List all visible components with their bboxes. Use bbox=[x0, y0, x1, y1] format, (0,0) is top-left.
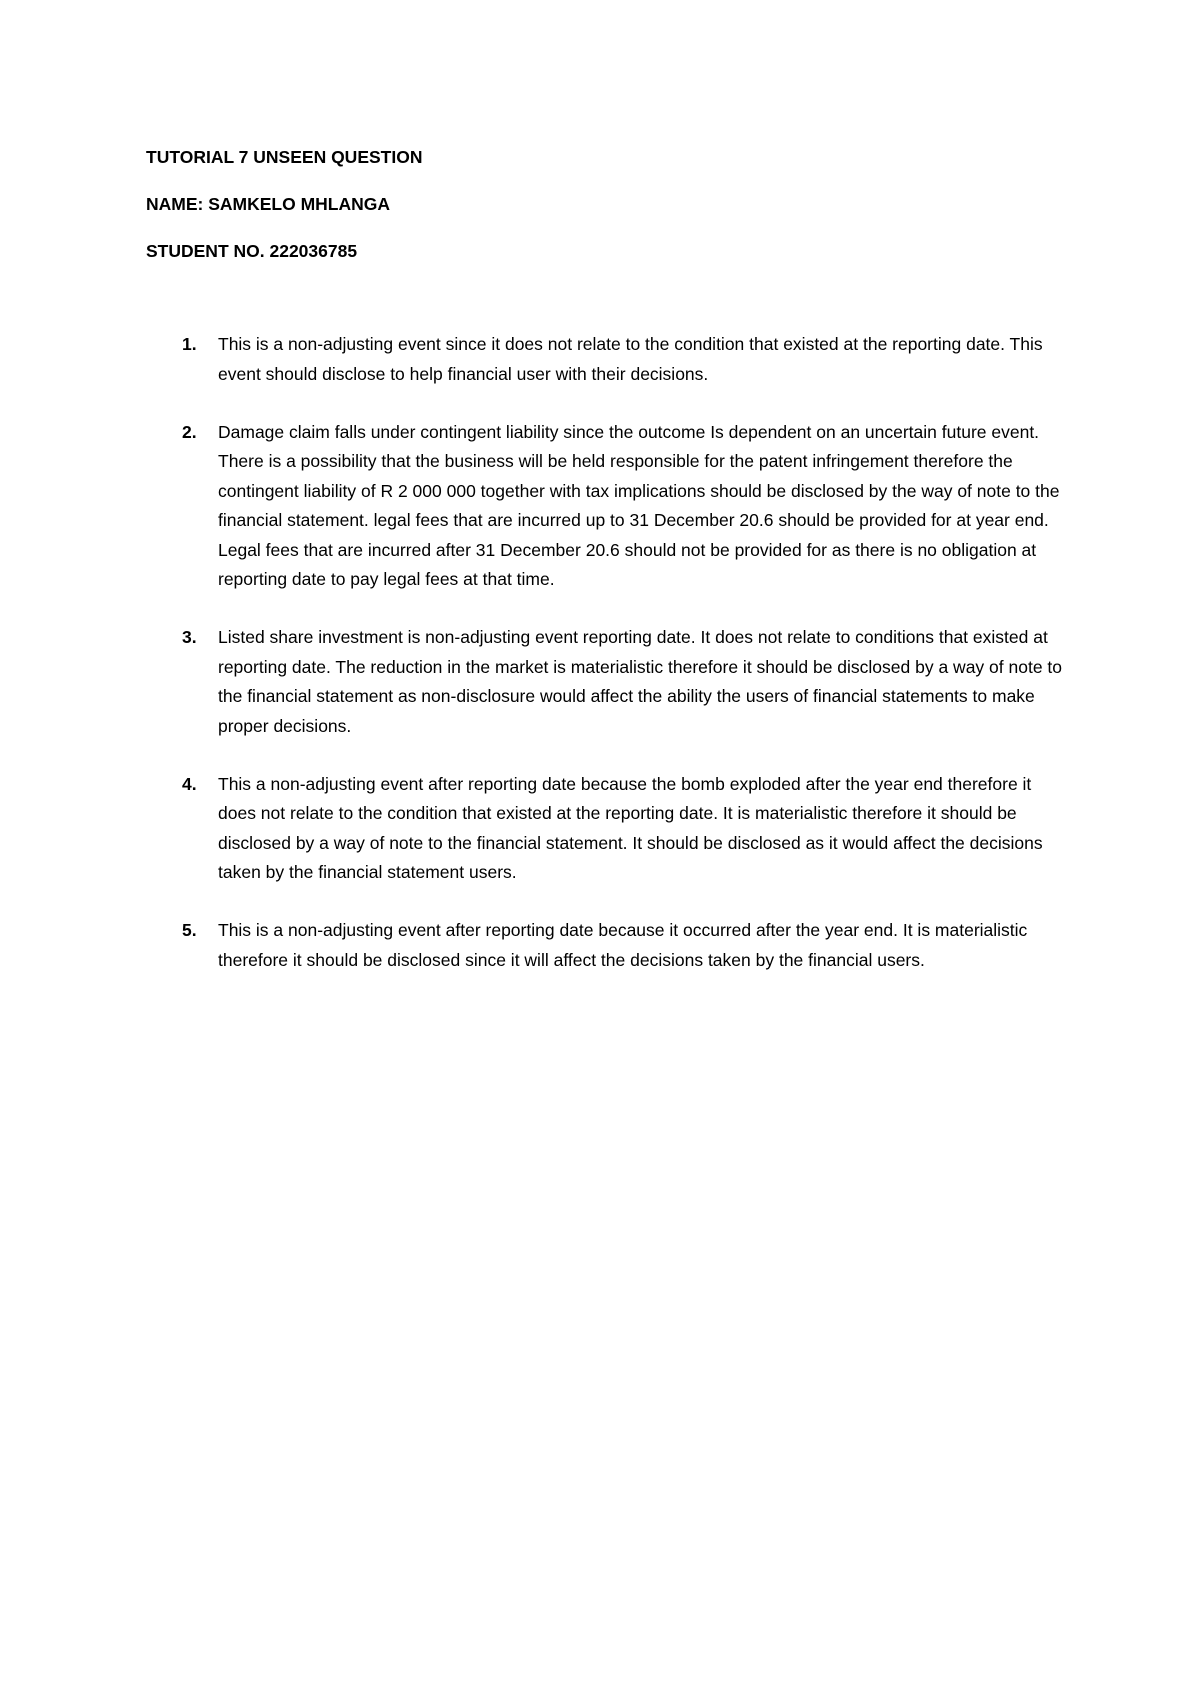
answer-item-4 bbox=[146, 770, 1066, 888]
document-title: TUTORIAL 7 UNSEEN QUESTION bbox=[146, 147, 423, 167]
answer-text: Listed share investment is non-adjusting event reporting date. It does not relate to conditions that existed at reporting date. The reduction in the market is materialistic therefore it should be disclosed by a way of note to the financial statement as non-disclosure would affect the ability the users of financial statements to make proper decisions. bbox=[218, 627, 1063, 736]
answer-text: Damage claim falls under contingent liability since the outcome Is dependent on an uncertain future event. There is a possibility that the business will be held responsible for the patent infringement therefore the contingent liability of R 2 000 000 together with tax implications should be disclosed by the way of note to the financial statement. legal fees that are incurred up to 31 December 20.6 should be provided for at year end. Legal fees that are incurred after 31 December 20.6 should not be provided for as there is no obligation at reporting date to pay legal fees at that time. bbox=[218, 421, 1060, 589]
answer-text: This is a non-adjusting event after reporting date because it occurred after the year end. It is materialistic therefore it should be disclosed since it will affect the decisions taken by the financial users. bbox=[218, 920, 1028, 970]
answer-number: 4. bbox=[182, 773, 197, 794]
student-number: STUDENT NO. 222036785 bbox=[146, 241, 358, 261]
answer-number: 3. bbox=[182, 627, 197, 647]
answer-number: 5. bbox=[182, 920, 197, 940]
answer-item-2 bbox=[146, 418, 1066, 595]
answer-text: This is a non-adjusting event since it does not relate to the condition that existed at the reporting date. This event should disclose to help financial user with their decisions. bbox=[218, 334, 1043, 384]
answer-item-5 bbox=[146, 916, 1066, 975]
answer-item-1 bbox=[146, 330, 1066, 389]
student-name: NAME: SAMKELO MHLANGA bbox=[146, 194, 391, 214]
answer-item-3 bbox=[146, 623, 1066, 741]
answer-number: 1. bbox=[182, 334, 197, 354]
answer-list bbox=[146, 330, 1066, 1004]
document-header bbox=[146, 146, 1046, 287]
answer-text: This a non-adjusting event after reporting date because the bomb exploded after the year end therefore it does not relate to the condition that existed at the reporting date. It is materialistic therefore it should be disclosed by a way of note to the financial statement. It should be disclosed as it would affect the decisions taken by the financial statement users. bbox=[218, 773, 1043, 882]
answer-number: 2. bbox=[182, 421, 197, 442]
